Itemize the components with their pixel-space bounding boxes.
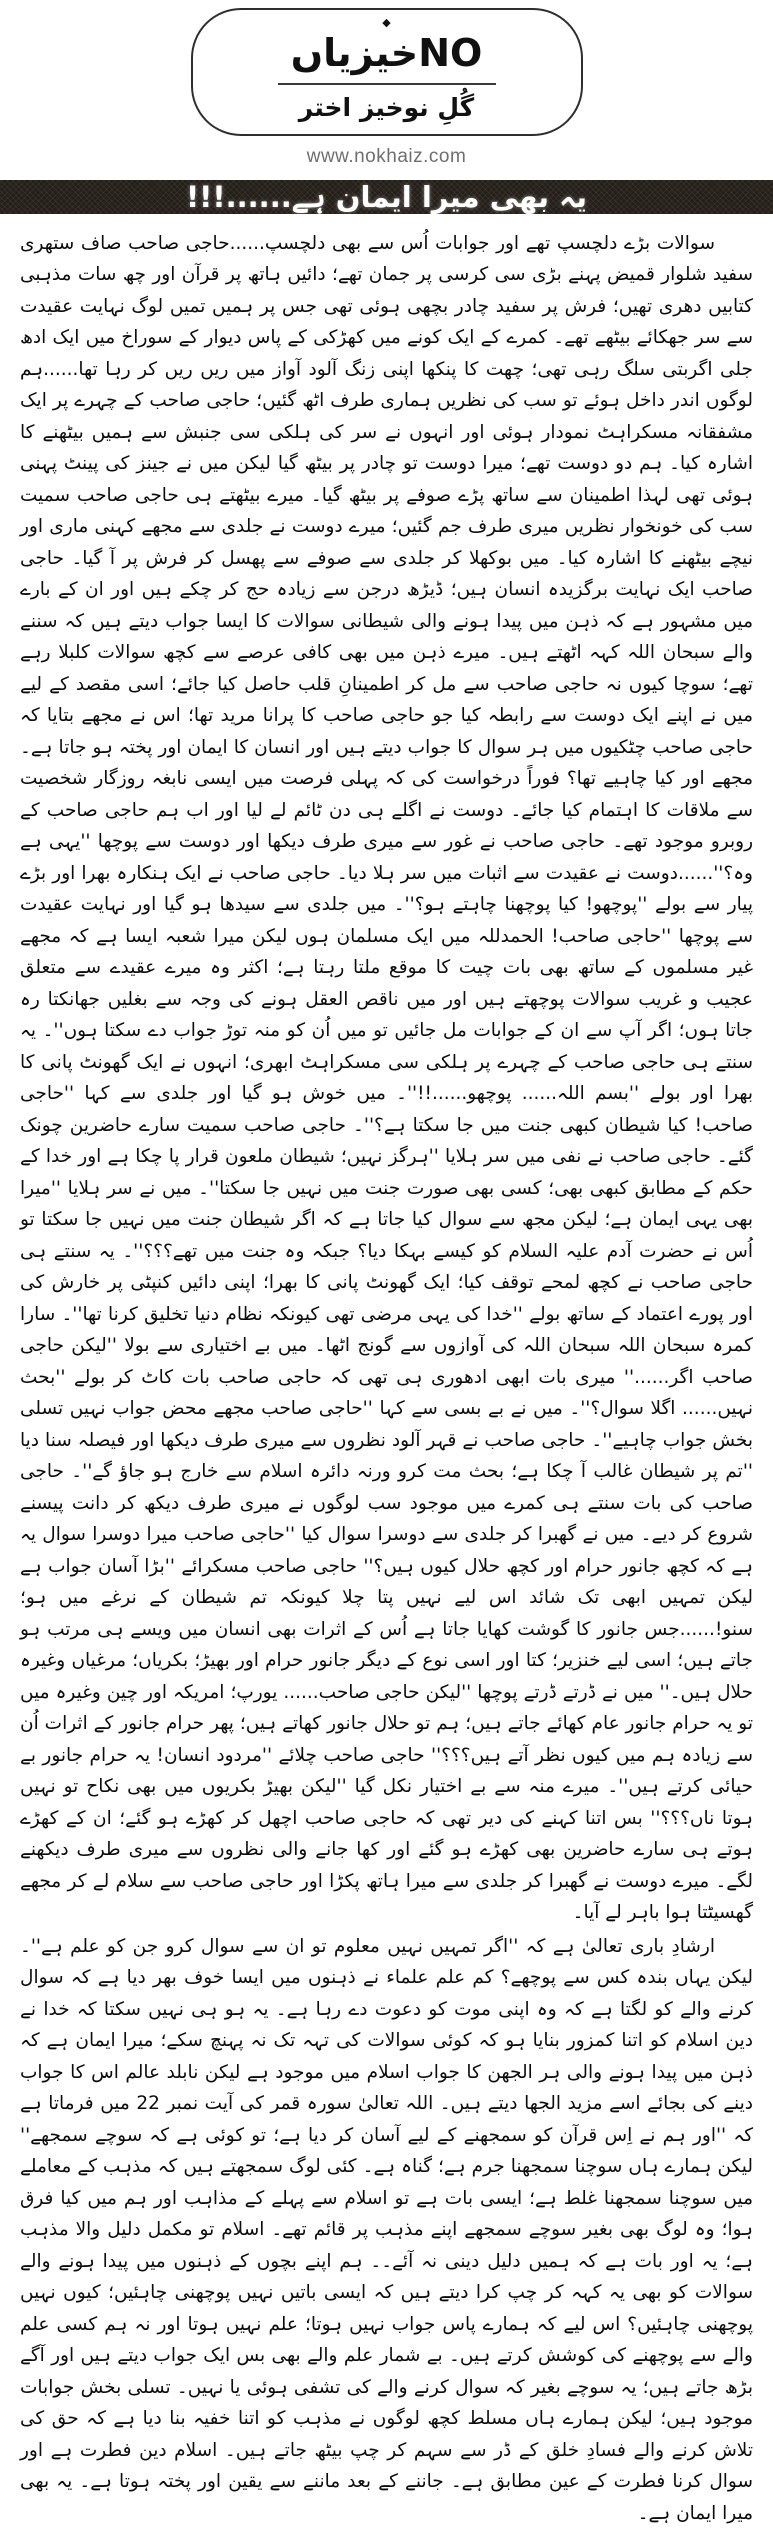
author-name: گُلِ نوخیز اختر (298, 92, 475, 122)
masthead-divider (278, 83, 496, 85)
share-bar (0, 2529, 773, 2535)
article-title: یہ بھی میرا ایمان ہے......!!! (185, 179, 588, 214)
author-website-url[interactable]: www.nokhaiz.com (306, 145, 467, 167)
article-title-banner (0, 180, 773, 214)
article-paragraph: ارشادِ باری تعالیٰ ہے کہ ''اگر تمہیں نہیں معلوم تو ان سے سوال کرو جن کو علم ہے''۔ لیکن یہاں بندہ کس سے پوچھے؟ کم علم علماء نے ذہنوں میں ایسا خوف بھر دیا ہے کہ سوال کرنے والے کو لگتا ہے کہ وہ اپنی موت کو دعوت دے رہا ہے۔ یہ ہو ہی نہیں سکتا کہ خدا نے دین اسلام کو اتنا کمزور بنایا ہو کہ کوئی سوالات کی تہہ تک نہ پہنچ سکے؛ میرا ایمان ہے کہ ذہن میں پیدا ہونے والی ہر الجھن کا جواب اسلام میں موجود ہے لیکن نابلد عالم اس کا جواب دینے کی بجائے اسے مزید الجھا دیتے ہیں۔ اللہ تعالیٰ سورہ قمر کی آیت نمبر 22 میں فرماتا ہے کہ ''اور ہم نے اِس قرآن کو سمجھنے کے لیے آسان کر دیا ہے؛ تو کوئی ہے کہ سوچے سمجھے'' لیکن ہمارے ہاں سوچنا سمجھنا جرم ہے؛ گناہ ہے۔ کئی لوگ سمجھتے ہیں کہ مذہب کے معاملے میں سوچنا سمجھنا غلط ہے؛ ایسی بات ہے تو اسلام سے پہلے کے مذاہب اور ہم میں کیا فرق ہوا؛ وہ لوگ بھی بغیر سوچے سمجھے اپنے مذہب پر قائم تھے۔ اسلام تو مکمل دلیل والا مذہب ہے؛ یہ اور بات ہے کہ ہمیں دلیل دینی نہ آئے۔۔ ہم اپنے بچوں کے ذہنوں میں پیدا ہونے والے سوالات کو بھی یہ کہہ کر چپ کرا دیتے ہیں کہ ایسی باتیں نہیں پوچھنی چاہئیں؛ کیوں نہیں پوچھنی چاہئیں؟ اس لیے کہ ہمارے پاس جواب نہیں ہوتا؛ علم نہیں ہوتا اور نہ ہم کسی علم والے سے پوچھنے کی کوشش کرتے ہیں۔ بے شمار علم والے بھی بس ایک جواب دیتے ہیں اور آگے بڑھ جاتے ہیں؛ یہ سوچے بغیر کہ سوال کرنے والے کی تشفی ہوئی یا نہیں۔ تسلی بخش جوابات موجود ہیں؛ لیکن ہمارے ہاں مسلط کچھ لوگوں نے مذہب کو اتنا خفیہ بنا دیا ہے کہ حق کی تلاش کرنے والے فسادِ خلق کے ڈر سے سہم کر چپ بیٹھ جاتے ہیں۔ اسلام دین فطرت ہے اور سوال کرنا فطرت کے عین مطابق ہے۔ جاننے کے بعد ماننے سے یقین اور پختہ ہوتا ہے۔ یہ بھی میرا ایمان ہے۔ (20, 1935, 754, 2524)
article-paragraph: سوالات بڑے دلچسپ تھے اور جوابات اُس سے بھی دلچسپ......حاجی صاحب صاف ستھری سفید شلوار قمیض پہنے بڑی سی کرسی پر جمان تھے؛ دائیں ہاتھ پر قرآن اور چھ سات مذہبی کتابیں دھری تھیں؛ فرش پر سفید چادر بچھی ہوئی تھی جس پر ہمیں تمیں لوگ نہایت عقیدت سے سر جھکائے بیٹھے تھے۔ کمرے کے ایک کونے میں کھڑکی کے پاس دیوار کے سوراخ میں ایک ادھ جلی اگربتی سلگ رہی تھی؛ چھت کا پنکھا اپنی زنگ آلود آواز میں ریں ریں کر رہا تھا......ہم لوگوں اندر داخل ہوئے تو سب کی نظریں ہماری طرف اٹھ گئیں؛ حاجی صاحب کے چہرے پر ایک مشفقانہ مسکراہٹ نمودار ہوئی اور انہوں نے سر کی ہلکی سی جنبش سے ہمیں بیٹھنے کا اشارہ کیا۔ ہم دو دوست تھے؛ میرا دوست تو چادر پر بیٹھ گیا لیکن میں نے جینز کی پینٹ پہنی ہوئی تھی لہذا اطمینان سے ساتھ پڑے صوفے پر بیٹھ گیا۔ میرے بیٹھتے ہی حاجی صاحب سمیت سب کی خونخوار نظریں میری طرف جم گئیں؛ میرے دوست نے جلدی سے مجھے کہنی ماری اور نیچے بیٹھنے کا اشارہ کیا۔ میں بوکھلا کر جلدی سے صوفے سے پھسل کر فرش پر آ گیا۔ حاجی صاحب ایک نہایت برگزیدہ انسان ہیں؛ ڈیڑھ درجن سے زیادہ حج کر چکے ہیں اور ان کے بارے میں مشہور ہے کہ ذہن میں پیدا ہونے والی شیطانی سوالات کا ایسا جواب دیتے ہیں کہ سننے والے سبحان اللہ کہہ اٹھتے ہیں۔ میرے ذہن میں بھی کافی عرصے سے کچھ سوالات کلبلا رہے تھے؛ سوچا کیوں نہ حاجی صاحب سے مل کر اطمینانِ قلب حاصل کیا جائے؛ اسی مقصد کے لیے میں نے اپنے ایک دوست سے رابطہ کیا جو حاجی صاحب کا پرانا مرید تھا؛ اس نے مجھے بتایا کہ حاجی صاحب چٹکیوں میں ہر سوال کا جواب دیتے ہیں اور انسان کا ایمان اور پختہ ہو جاتا ہے۔ مجھے اور کیا چاہیے تھا؟ فوراً درخواست کی کہ پہلی فرصت میں ایسی نابغہ روزگار شخصیت سے ملاقات کا اہتمام کیا جائے۔ دوست نے اگلے ہی دن ٹائم لے لیا اور اب ہم حاجی صاحب کے روبرو موجود تھے۔ حاجی صاحب نے غور سے میری طرف دیکھا اور دوست سے پوچھا ''یہی ہے وہ؟''......دوست نے عقیدت سے اثبات میں سر ہلا دیا۔ حاجی صاحب نے ایک ہنکارہ بھرا اور بڑے پیار سے بولے ''پوچھو! کیا پوچھنا چاہتے ہو؟''۔ میں جلدی سے سیدھا ہو گیا اور نہایت عقیدت سے پوچھا ''حاجی صاحب! الحمدللہ میں ایک مسلمان ہوں لیکن میرا شعبہ ایسا ہے کہ مجھے غیر مسلموں کے ساتھ بھی بات چیت کا موقع ملتا رہتا ہے؛ اکثر وہ میرے عقیدے سے متعلق عجیب و غریب سوالات پوچھتے ہیں اور میں ناقص العقل ہونے کی وجہ سے بغلیں جھانکتا رہ جاتا ہوں؛ اگر آپ سے ان کے جوابات مل جائیں تو میں اُن کو منہ توڑ جواب دے سکتا ہوں''۔ یہ سنتے ہی حاجی صاحب کے چہرے پر ہلکی سی مسکراہٹ ابھری؛ انہوں نے ایک گھونٹ پانی کا بھرا اور بولے ''بسم اللہ...... پوچھو......!!''۔ میں خوش ہو گیا اور جلدی سے کہا ''حاجی صاحب! کیا شیطان کبھی جنت میں جا سکتا ہے؟''۔ حاجی صاحب سمیت سارے حاضرین چونک گئے۔ حاجی صاحب نے نفی میں سر ہلایا ''ہرگز نہیں؛ شیطان ملعون قرار پا چکا ہے اور خدا کے حکم کے مطابق کبھی بھی؛ کسی بھی صورت جنت میں نہیں جا سکتا''۔ میں نے سر ہلایا ''میرا بھی یہی ایمان ہے؛ لیکن مجھ سے سوال کیا جاتا ہے کہ اگر شیطان جنت میں نہیں جا سکتا تو اُس نے حضرت آدم علیہ السلام کو کیسے بہکا دیا؟ جبکہ وہ جنت میں تھے؟؟؟''۔ یہ سنتے ہی حاجی صاحب نے کچھ لمحے توقف کیا؛ ایک گھونٹ پانی کا بھرا؛ اپنی دائیں کنپٹی پر خارش کی اور پورے اعتماد کے ساتھ بولے ''خدا کی یہی مرضی تھی کیونکہ نظام دنیا تخلیق کرنا تھا''۔ سارا کمرہ سبحان اللہ سبحان اللہ کی آوازوں سے گونج اٹھا۔ میں بے اختیاری سے بولا ''لیکن حاجی صاحب اگر......'' میری بات ابھی ادھوری ہی تھی کہ حاجی صاحب بات کاٹ کر بولے ''بحث نہیں...... اگلا سوال؟''۔ میں نے بے بسی سے کہا ''حاجی صاحب مجھے محض جواب نہیں تسلی بخش جواب چاہیے''۔ حاجی صاحب نے قہر آلود نظروں سے میری طرف دیکھا اور فیصلہ سنا دیا ''تم پر شیطان غالب آ چکا ہے؛ بحث مت کرو ورنہ دائرہ اسلام سے خارج ہو جاؤ گے''۔ حاجی صاحب کی بات سنتے ہی کمرے میں موجود سب لوگوں نے میری طرف دیکھ کر دانت پیسنے شروع کر دیے۔ میں نے گھبرا کر جلدی سے دوسرا سوال کیا ''حاجی صاحب میرا دوسرا سوال یہ ہے کہ کچھ جانور حرام اور کچھ حلال کیوں ہیں؟'' حاجی صاحب مسکرائے ''بڑا آسان جواب ہے لیکن تمہیں ابھی تک شائد اس لیے نہیں پتا چلا کیونکہ تم شیطان کے نرغے میں ہو؛ سنو!......جس جانور کا گوشت کھایا جاتا ہے اُس کے اثرات بھی انسان میں ویسے ہی مرتب ہو جاتے ہیں؛ اسی لیے خنزیر؛ کتا اور اسی نوع کے دیگر جانور حرام اور بھیڑ؛ بکریاں؛ مرغیاں وغیرہ حلال ہیں۔'' میں نے ڈرتے ڈرتے پوچھا ''لیکن حاجی صاحب...... یورپ؛ امریکہ اور چین وغیرہ میں تو یہ حرام جانور عام کھائے جاتے ہیں؛ ہم تو حلال جانور کھاتے ہیں؛ پھر حرام جانور کے اثرات اُن سے زیادہ ہم میں کیوں نظر آتے ہیں؟؟؟'' حاجی صاحب چلائے ''مردود انسان! یہ حرام جانور بے حیائی کرتے ہیں''۔ میرے منہ سے بے اختیار نکل گیا ''لیکن بھیڑ بکریوں میں بھی نکاح تو نہیں ہوتا ناں؟؟؟'' بس اتنا کہنے کی دیر تھی کہ حاجی صاحب اچھل کر کھڑے ہو گئے؛ ان کے کھڑے ہوتے ہی سارے حاضرین بھی کھڑے ہو گئے اور کھا جانے والی نظروں سے میری طرف دیکھنے لگے۔ میرے دوست نے گھبرا کر جلدی سے میرا ہاتھ پکڑا اور حاجی صاحب سے سلام لے کر مجھے گھسیٹتا ہوا باہر لے آیا۔ (20, 232, 753, 1924)
column-series-title: NOخیزیاں (290, 31, 483, 75)
article-body (0, 214, 773, 2530)
diamond-ornament-icon: ◆ (382, 17, 391, 29)
masthead-box (191, 8, 583, 136)
